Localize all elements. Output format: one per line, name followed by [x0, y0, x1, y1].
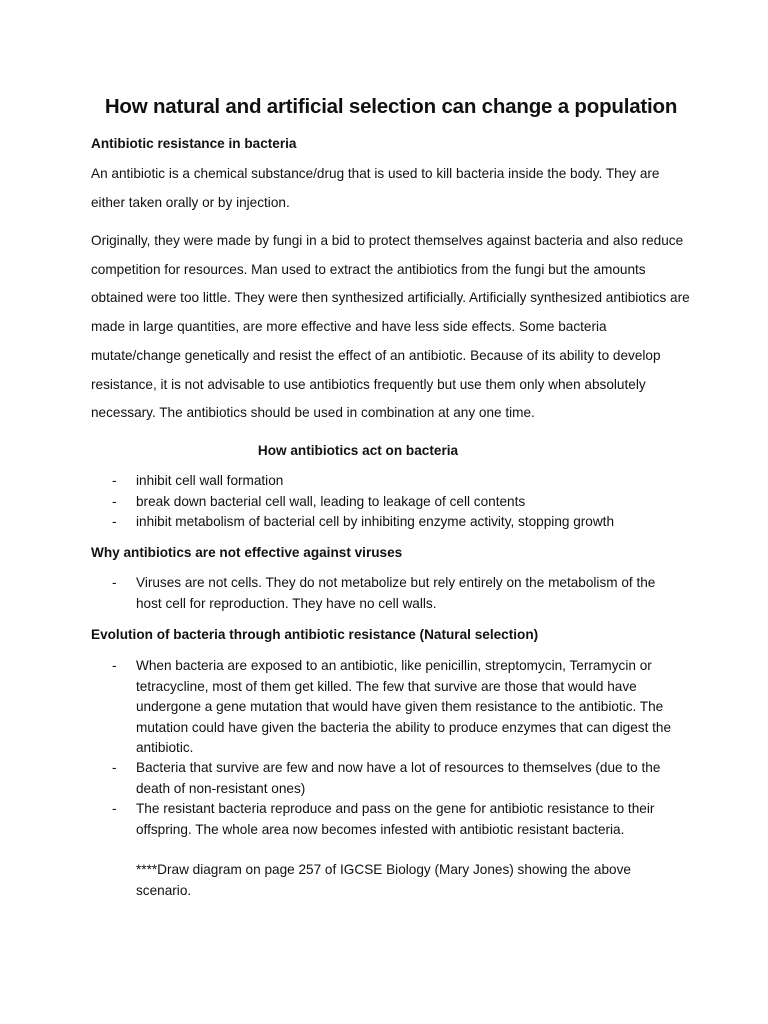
- bullet-dash: -: [112, 760, 117, 775]
- bullet-dash: -: [112, 473, 117, 488]
- list-item-text: Viruses are not cells. They do not metabolize but rely entirely on the metabolism of the host cell for reproduction. They have no cell walls.: [136, 575, 656, 611]
- section-heading-how-antibiotics-act: How antibiotics act on bacteria: [257, 443, 459, 458]
- bullet-dash: -: [112, 514, 117, 529]
- bullet-dash: -: [112, 801, 117, 816]
- list-item-text: The resistant bacteria reproduce and pass on the gene for antibiotic resistance to their offspring. The whole area now becomes infested with antibiotic resistant bacteria.: [136, 801, 655, 837]
- list-item-text: When bacteria are exposed to an antibiotic, like penicillin, streptomycin, Terramycin or tetracycline, most of them get killed. The few that survive are those that would have undergone a gene mutation that would have given them resistance to the antibiotic. The mutation could have given the bacteria the ability to produce enzymes that can digest the antibiotic.: [136, 658, 672, 756]
- list-item-text: inhibit metabolism of bacterial cell by inhibiting enzyme activity, stopping growth: [136, 514, 615, 529]
- bullet-dash: -: [112, 575, 117, 590]
- section-heading-antibiotic-resistance: Antibiotic resistance in bacteria: [91, 136, 297, 151]
- section-heading-evolution-of-bacteria: Evolution of bacteria through antibiotic resistance (Natural selection): [91, 627, 539, 642]
- paragraph-antibiotic-definition: An antibiotic is a chemical substance/drug that is used to kill bacteria inside the body. They are either taken orally or by injection.: [91, 166, 660, 210]
- paragraph-antibiotic-origin: Originally, they were made by fungi in a bid to protect themselves against bacteria and also reduce competition for resources. Man used to extract the antibiotics from the fungi but the amounts obtained were too little. They were then synthesized artificially. Artificially synthesized antibiotics are made in large quantities, are more effective and have less side effects. Some bacteria mutate/change genetically and resist the effect of an antibiotic. Because of its ability to develop resistance, it is not advisable to use antibiotics frequently but use them only when absolutely necessary. The antibiotics should be used in combination at any one time.: [91, 233, 690, 421]
- document-title: How natural and artificial selection can change a population: [104, 95, 678, 118]
- diagram-note: ****Draw diagram on page 257 of IGCSE Biology (Mary Jones) showing the above scenario.: [136, 862, 631, 898]
- list-item-text: Bacteria that survive are few and now have a lot of resources to themselves (due to the death of non-resistant ones): [136, 760, 661, 796]
- bullet-dash: -: [112, 494, 117, 509]
- bullet-dash: -: [112, 658, 117, 673]
- section-heading-viruses: Why antibiotics are not effective against viruses: [91, 545, 403, 560]
- list-item-text: break down bacterial cell wall, leading to leakage of cell contents: [136, 494, 526, 509]
- list-item-text: inhibit cell wall formation: [136, 473, 284, 488]
